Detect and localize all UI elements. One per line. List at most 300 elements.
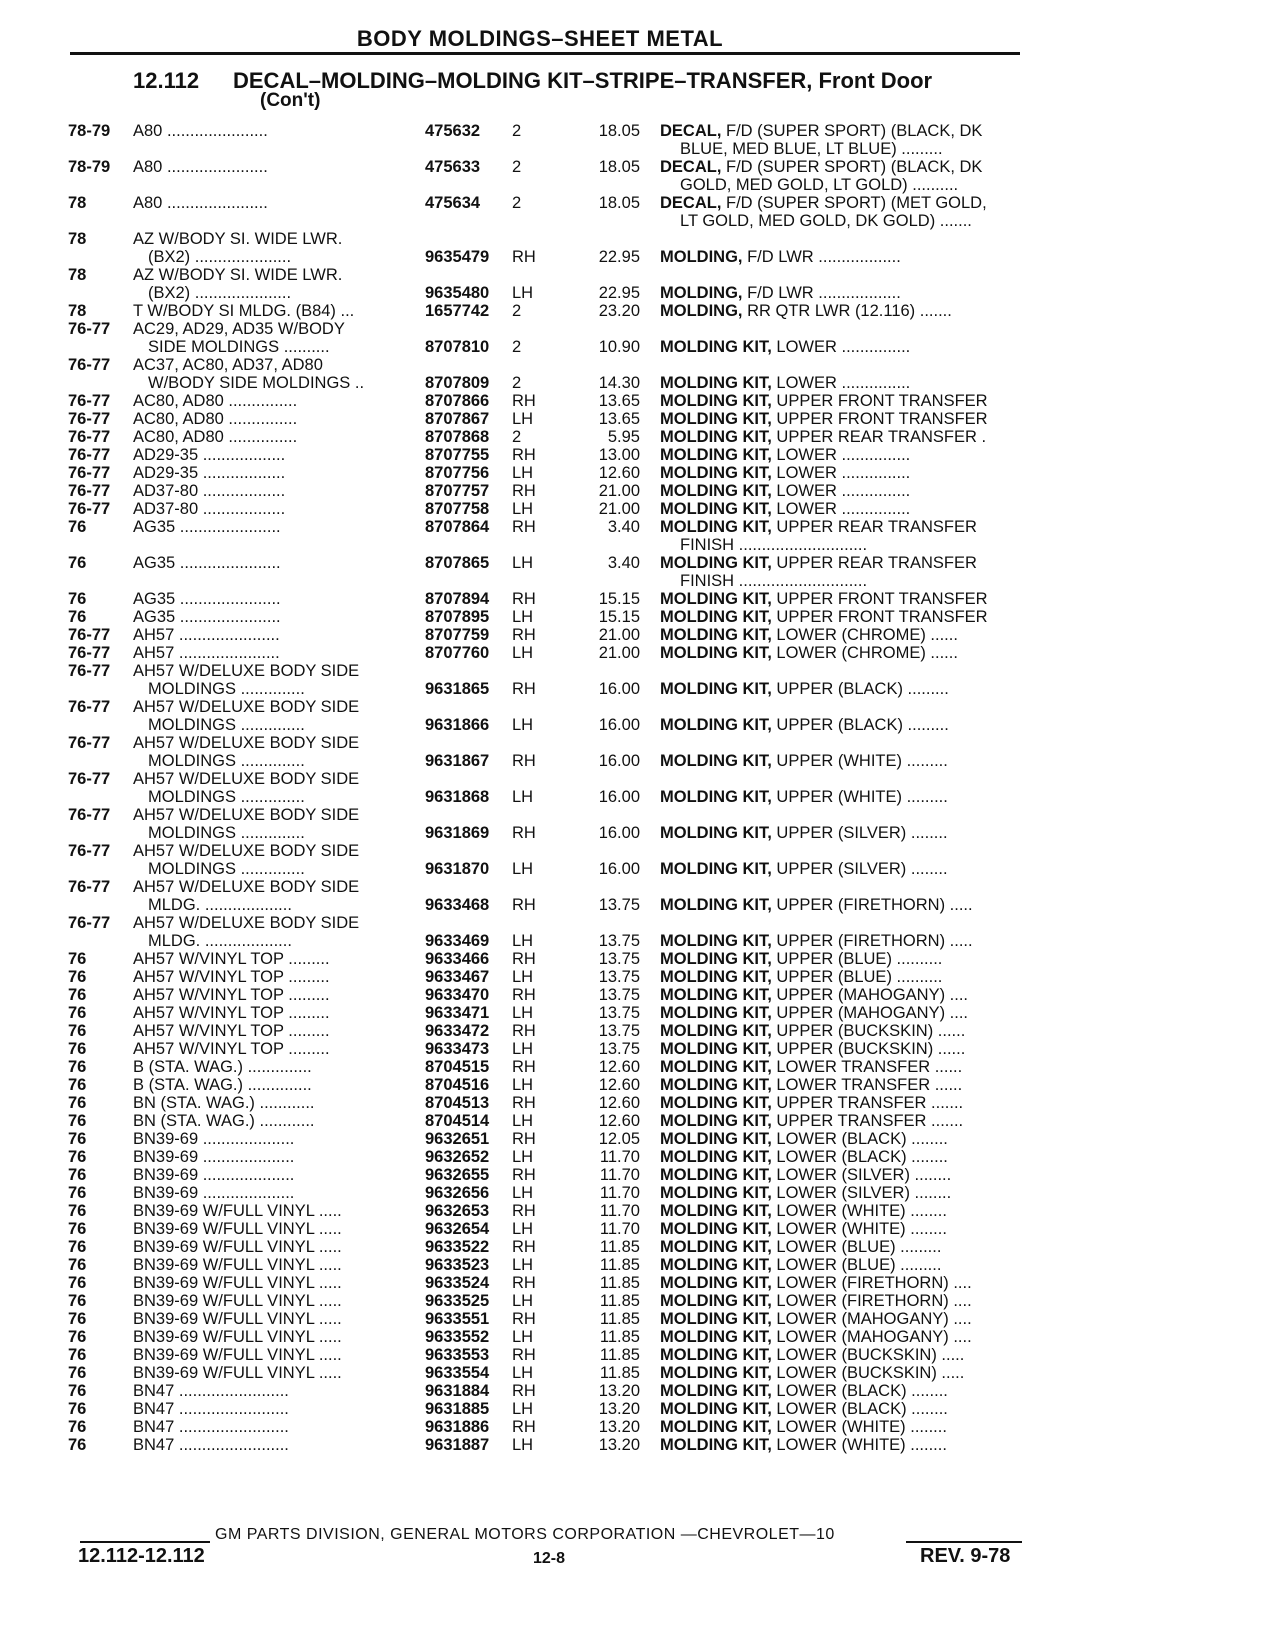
description-text: LOWER (BUCKSKIN) ..... [771,1346,965,1364]
description-cell [660,1040,1028,1058]
description-text: F/D (SUPER SPORT) (BLACK, DK [721,158,983,176]
price-cell: 13.20 [598,1382,640,1400]
description-cell [660,194,1028,212]
part-number-cell: 9631865 [425,680,490,698]
part-number-cell: 8707895 [425,608,490,626]
description-keyword: DECAL, [660,158,722,176]
price-cell: 22.95 [598,248,640,266]
model-cell: AD37-80 .................. [133,500,286,518]
description-cell-cont: FINISH ............................ [680,572,868,590]
quantity-cell: LH [512,788,534,806]
description-cell [660,518,1028,536]
footer-revision: REV. 9-78 [920,1545,1011,1567]
description-cell [660,680,1028,698]
description-keyword: MOLDING KIT, [660,518,772,536]
description-cell [660,248,1028,266]
description-text: LOWER ............... [771,374,911,392]
model-cell: AD29-35 .................. [133,446,286,464]
year-cell: 76-77 [68,410,111,428]
year-cell: 76 [68,1292,87,1310]
part-number-cell: 9631884 [425,1382,490,1400]
model-cell-cont: MOLDINGS .............. [148,716,305,734]
year-cell: 76 [68,1076,87,1094]
model-cell: A80 ...................... [133,122,268,140]
part-number-cell: 9633468 [425,896,490,914]
description-cell [660,608,1028,626]
quantity-cell: LH [512,716,534,734]
quantity-cell: LH [512,1364,534,1382]
quantity-cell: LH [512,1112,534,1130]
part-number-cell: 9631866 [425,716,490,734]
model-cell: BN39-69 W/FULL VINYL ..... [133,1292,342,1310]
description-keyword: MOLDING KIT, [660,896,772,914]
quantity-cell: RH [512,248,536,266]
description-keyword: MOLDING KIT, [660,554,772,572]
model-cell: AH57 W/VINYL TOP ......... [133,968,330,986]
description-text: UPPER (BLUE) .......... [771,968,943,986]
model-cell: BN39-69 W/FULL VINYL ..... [133,1328,342,1346]
year-cell: 76-77 [68,914,111,932]
quantity-cell: RH [512,590,536,608]
footer-rule-left [80,1541,210,1543]
year-cell: 76 [68,1364,87,1382]
description-text: UPPER TRANSFER ....... [771,1112,964,1130]
description-cell [660,1004,1028,1022]
model-cell: BN47 ........................ [133,1436,289,1454]
price-cell: 11.85 [599,1238,640,1256]
quantity-cell: RH [512,1166,536,1184]
year-cell: 78-79 [68,122,111,140]
quantity-cell: LH [512,1220,534,1238]
price-cell: 11.85 [599,1346,640,1364]
description-text: UPPER REAR TRANSFER [771,554,977,572]
model-cell: BN39-69 W/FULL VINYL ..... [133,1364,342,1382]
description-text: LOWER (BLUE) ......... [771,1256,942,1274]
description-keyword: MOLDING KIT, [660,1274,772,1292]
part-number-cell: 475632 [425,122,481,140]
model-cell: BN47 ........................ [133,1382,289,1400]
part-number-cell: 8707755 [425,446,490,464]
year-cell: 76 [68,1058,87,1076]
description-text: LOWER (CHROME) ...... [771,626,958,644]
price-cell: 3.40 [607,554,640,572]
year-cell: 76-77 [68,662,111,680]
model-cell: AH57 W/VINYL TOP ......... [133,1004,330,1022]
year-cell: 76 [68,1220,87,1238]
description-cell [660,1400,1028,1418]
description-text: UPPER (MAHOGANY) .... [771,986,969,1004]
footer-corporation: GM PARTS DIVISION, GENERAL MOTORS CORPORATION —CHEVROLET—10 [215,1526,835,1543]
quantity-cell: LH [512,608,534,626]
description-cell [660,1436,1028,1454]
year-cell: 76 [68,1400,87,1418]
model-cell: T W/BODY SI MLDG. (B84) ... [133,302,355,320]
year-cell: 76 [68,1436,87,1454]
description-text: LOWER (SILVER) ........ [771,1184,952,1202]
part-number-cell: 9633467 [425,968,490,986]
year-cell: 76 [68,1112,87,1130]
description-text: UPPER (MAHOGANY) .... [771,1004,969,1022]
part-number-cell: 1657742 [425,302,490,320]
description-cell [660,1364,1028,1382]
part-number-cell: 8707809 [425,374,490,392]
year-cell: 76 [68,1040,87,1058]
quantity-cell: LH [512,968,534,986]
description-cell-cont: BLUE, MED BLUE, LT BLUE) ......... [680,140,943,158]
part-number-cell: 9633524 [425,1274,490,1292]
price-cell: 11.85 [599,1292,640,1310]
year-cell: 76 [68,968,87,986]
part-number-cell: 8707757 [425,482,490,500]
year-cell: 76-77 [68,626,111,644]
year-cell: 76 [68,1130,87,1148]
price-cell: 11.85 [599,1256,640,1274]
year-cell: 76 [68,1094,87,1112]
description-cell [660,590,1028,608]
description-keyword: MOLDING KIT, [660,1364,772,1382]
quantity-cell: 2 [512,302,522,320]
part-number-cell: 8707864 [425,518,490,536]
quantity-cell: LH [512,1328,534,1346]
description-cell [660,932,1028,950]
quantity-cell: LH [512,1436,534,1454]
description-keyword: MOLDING KIT, [660,1328,772,1346]
description-keyword: MOLDING KIT, [660,590,772,608]
description-cell [660,158,1028,176]
description-cell [660,1382,1028,1400]
quantity-cell: RH [512,446,536,464]
description-text: LOWER (BLACK) ........ [771,1382,948,1400]
description-keyword: MOLDING KIT, [660,1346,772,1364]
description-text: LOWER (FIRETHORN) .... [771,1274,972,1292]
year-cell: 76 [68,1382,87,1400]
price-cell: 18.05 [598,194,640,212]
quantity-cell: LH [512,1004,534,1022]
price-cell: 11.85 [599,1328,640,1346]
year-cell: 76-77 [68,464,111,482]
part-number-cell: 9633469 [425,932,490,950]
quantity-cell: LH [512,1148,534,1166]
part-number-cell: 8704514 [425,1112,490,1130]
model-cell-cont: (BX2) ..................... [148,284,292,302]
year-cell: 76-77 [68,320,111,338]
year-cell: 76 [68,1148,87,1166]
price-cell: 13.75 [598,968,640,986]
description-text: UPPER (FIRETHORN) ..... [771,896,973,914]
description-keyword: MOLDING KIT, [660,932,772,950]
year-cell: 76-77 [68,842,111,860]
description-text: UPPER FRONT TRANSFER [771,590,988,608]
description-text: F/D LWR .................. [742,284,901,302]
model-cell: AC80, AD80 ............... [133,410,298,428]
description-keyword: MOLDING, [660,284,743,302]
model-cell: AH57 W/VINYL TOP ......... [133,1022,330,1040]
description-keyword: MOLDING KIT, [660,716,772,734]
model-cell: AH57 W/DELUXE BODY SIDE [133,662,360,680]
quantity-cell: RH [512,1058,536,1076]
part-number-cell: 9632654 [425,1220,490,1238]
description-cell [660,554,1028,572]
quantity-cell: LH [512,1256,534,1274]
section-continued: (Con't) [260,90,321,111]
year-cell: 78 [68,302,87,320]
description-keyword: MOLDING KIT, [660,1130,772,1148]
description-keyword: MOLDING KIT, [660,428,772,446]
description-cell [660,446,1028,464]
price-cell: 12.60 [598,464,640,482]
description-text: LOWER (WHITE) ........ [771,1220,947,1238]
description-text: UPPER FRONT TRANSFER [771,410,988,428]
description-text: UPPER (SILVER) ........ [771,824,948,842]
part-number-cell: 9633470 [425,986,490,1004]
description-keyword: MOLDING KIT, [660,446,772,464]
price-cell: 22.95 [598,284,640,302]
price-cell: 12.60 [598,1112,640,1130]
description-keyword: MOLDING KIT, [660,1022,772,1040]
year-cell: 76 [68,1418,87,1436]
part-number-cell: 9633466 [425,950,490,968]
price-cell: 13.75 [598,896,640,914]
quantity-cell: RH [512,482,536,500]
year-cell: 76 [68,1166,87,1184]
quantity-cell: RH [512,1346,536,1364]
description-cell [660,1076,1028,1094]
price-cell: 12.60 [598,1076,640,1094]
model-cell: BN (STA. WAG.) ............ [133,1094,315,1112]
description-cell [660,1058,1028,1076]
price-cell: 13.20 [598,1400,640,1418]
model-cell: A80 ...................... [133,194,268,212]
quantity-cell: RH [512,950,536,968]
price-cell: 18.05 [598,122,640,140]
description-cell [660,410,1028,428]
model-cell: AH57 W/DELUXE BODY SIDE [133,842,360,860]
model-cell-cont: (BX2) ..................... [148,248,292,266]
description-cell [660,464,1028,482]
price-cell: 21.00 [598,644,640,662]
model-cell: BN39-69 W/FULL VINYL ..... [133,1202,342,1220]
quantity-cell: RH [512,680,536,698]
part-number-cell: 9631870 [425,860,490,878]
quantity-cell: LH [512,500,534,518]
section-number: 12.112 [133,68,200,93]
description-text: UPPER TRANSFER ....... [771,1094,964,1112]
price-cell: 3.40 [607,518,640,536]
description-cell [660,968,1028,986]
price-cell: 16.00 [598,680,640,698]
model-cell-cont: MLDG. ................... [148,896,292,914]
description-keyword: MOLDING KIT, [660,608,772,626]
description-cell [660,716,1028,734]
description-cell [660,1274,1028,1292]
year-cell: 78 [68,194,87,212]
description-text: LOWER (BLACK) ........ [771,1130,948,1148]
part-number-cell: 9635479 [425,248,490,266]
price-cell: 11.85 [599,1310,640,1328]
description-cell [660,284,1028,302]
description-cell-cont: LT GOLD, MED GOLD, DK GOLD) ....... [680,212,972,230]
description-keyword: MOLDING KIT, [660,1400,772,1418]
quantity-cell: RH [512,752,536,770]
year-cell: 76 [68,590,87,608]
price-cell: 11.70 [599,1166,640,1184]
description-keyword: MOLDING KIT, [660,410,772,428]
part-number-cell: 9633552 [425,1328,490,1346]
description-text: LOWER (BUCKSKIN) ..... [771,1364,965,1382]
footer-section-range: 12.112-12.112 [78,1545,205,1567]
description-keyword: MOLDING KIT, [660,680,772,698]
model-cell: AH57 W/DELUXE BODY SIDE [133,698,360,716]
model-cell: BN47 ........................ [133,1400,289,1418]
description-cell [660,1238,1028,1256]
description-keyword: MOLDING KIT, [660,860,772,878]
price-cell: 18.05 [598,158,640,176]
description-cell [660,1346,1028,1364]
description-keyword: MOLDING KIT, [660,824,772,842]
quantity-cell: RH [512,1418,536,1436]
section-title: DECAL–MOLDING–MOLDING KIT–STRIPE–TRANSFER, Front Door [233,68,933,93]
description-cell [660,626,1028,644]
description-cell [660,824,1028,842]
price-cell: 23.20 [598,302,640,320]
model-cell: AG35 ...................... [133,590,281,608]
description-cell [660,1418,1028,1436]
year-cell: 76-77 [68,806,111,824]
part-number-cell: 9633473 [425,1040,490,1058]
model-cell: BN39-69 W/FULL VINYL ..... [133,1238,342,1256]
description-text: UPPER FRONT TRANSFER [771,392,988,410]
price-cell: 13.20 [598,1436,640,1454]
year-cell: 78 [68,230,87,248]
description-keyword: MOLDING KIT, [660,1148,772,1166]
quantity-cell: RH [512,1238,536,1256]
quantity-cell: RH [512,1382,536,1400]
description-cell [660,122,1028,140]
quantity-cell: RH [512,1130,536,1148]
description-text: LOWER ............... [771,500,911,518]
part-number-cell: 9631886 [425,1418,490,1436]
quantity-cell: RH [512,1094,536,1112]
quantity-cell: 2 [512,158,522,176]
quantity-cell: RH [512,824,536,842]
quantity-cell: RH [512,986,536,1004]
model-cell: AH57 W/VINYL TOP ......... [133,986,330,1004]
part-number-cell: 9633472 [425,1022,490,1040]
description-cell [660,1292,1028,1310]
price-cell: 13.75 [598,950,640,968]
price-cell: 16.00 [598,752,640,770]
description-text: F/D (SUPER SPORT) (BLACK, DK [721,122,983,140]
year-cell: 76 [68,1202,87,1220]
description-text: LOWER ............... [771,482,911,500]
description-keyword: MOLDING KIT, [660,752,772,770]
price-cell: 10.90 [598,338,640,356]
part-number-cell: 9631868 [425,788,490,806]
description-cell [660,302,1028,320]
part-number-cell: 9632655 [425,1166,490,1184]
description-cell [660,1112,1028,1130]
description-text: UPPER REAR TRANSFER [771,518,977,536]
page-header-title: BODY MOLDINGS–SHEET METAL [356,26,724,51]
year-cell: 76 [68,1184,87,1202]
year-cell: 76 [68,1022,87,1040]
model-cell: BN47 ........................ [133,1418,289,1436]
model-cell: AC80, AD80 ............... [133,428,298,446]
part-number-cell: 9633522 [425,1238,490,1256]
description-keyword: DECAL, [660,122,722,140]
quantity-cell: LH [512,554,534,572]
part-number-cell: 8704515 [425,1058,490,1076]
footer-page-number: 12-8 [533,1550,566,1567]
description-text: LOWER (CHROME) ...... [771,644,958,662]
description-cell [660,374,1028,392]
price-cell: 16.00 [598,824,640,842]
year-cell: 76 [68,518,87,536]
description-keyword: MOLDING KIT, [660,986,772,1004]
model-cell: AH57 W/DELUXE BODY SIDE [133,914,360,932]
model-cell: BN39-69 W/FULL VINYL ..... [133,1346,342,1364]
description-keyword: MOLDING KIT, [660,950,772,968]
price-cell: 13.75 [598,1004,640,1022]
description-text: LOWER TRANSFER ...... [771,1058,963,1076]
price-cell: 13.75 [598,1022,640,1040]
quantity-cell: LH [512,860,534,878]
model-cell: BN39-69 W/FULL VINYL ..... [133,1274,342,1292]
price-cell: 13.75 [598,1040,640,1058]
price-cell: 11.70 [599,1184,640,1202]
part-number-cell: 9632656 [425,1184,490,1202]
model-cell: AG35 ...................... [133,518,281,536]
model-cell-cont: W/BODY SIDE MOLDINGS .. [148,374,365,392]
part-number-cell: 8707759 [425,626,490,644]
part-number-cell: 8707760 [425,644,490,662]
description-text: UPPER (BUCKSKIN) ...... [771,1022,966,1040]
description-keyword: MOLDING KIT, [660,968,772,986]
description-keyword: MOLDING KIT, [660,1040,772,1058]
part-number-cell: 8707756 [425,464,490,482]
description-cell [660,788,1028,806]
quantity-cell: LH [512,1400,534,1418]
year-cell: 76 [68,1310,87,1328]
description-keyword: MOLDING KIT, [660,1418,772,1436]
quantity-cell: LH [512,1040,534,1058]
part-number-cell: 9633523 [425,1256,490,1274]
price-cell: 21.00 [598,626,640,644]
year-cell: 76 [68,1274,87,1292]
footer-rule-right [906,1541,1022,1543]
description-text: RR QTR LWR (12.116) ....... [742,302,952,320]
description-keyword: MOLDING KIT, [660,1166,772,1184]
model-cell: AH57 W/DELUXE BODY SIDE [133,770,360,788]
year-cell: 76-77 [68,878,111,896]
model-cell-cont: MOLDINGS .............. [148,788,305,806]
part-number-cell: 9633554 [425,1364,490,1382]
description-keyword: MOLDING KIT, [660,1256,772,1274]
description-keyword: MOLDING KIT, [660,374,772,392]
description-keyword: MOLDING KIT, [660,1382,772,1400]
part-number-cell: 9631887 [425,1436,490,1454]
description-text: LOWER (FIRETHORN) .... [771,1292,972,1310]
quantity-cell: RH [512,626,536,644]
description-cell [660,1130,1028,1148]
quantity-cell: LH [512,284,534,302]
year-cell: 78-79 [68,158,111,176]
model-cell: BN (STA. WAG.) ............ [133,1112,315,1130]
quantity-cell: LH [512,932,534,950]
description-text: UPPER (BLACK) ......... [771,716,949,734]
model-cell: BN39-69 W/FULL VINYL ..... [133,1220,342,1238]
year-cell: 76-77 [68,698,111,716]
